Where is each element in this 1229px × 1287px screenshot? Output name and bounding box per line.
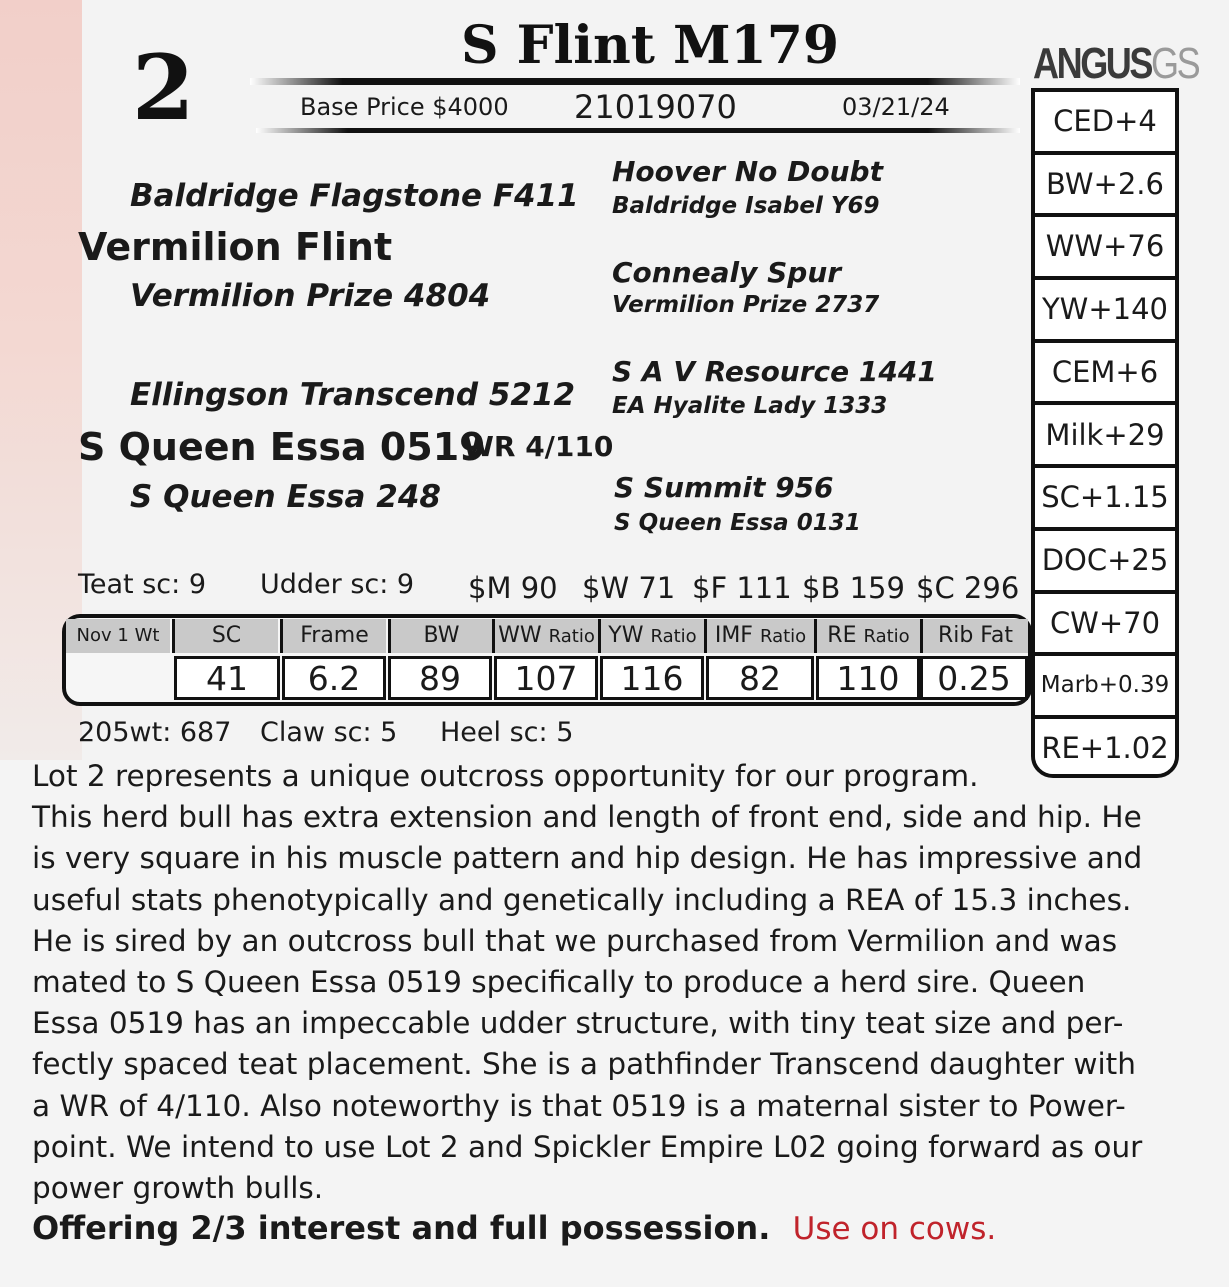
description-line: mated to S Queen Essa 0519 specifically to produce a herd sire. Queen xyxy=(32,965,1086,1000)
epd-doc: DOC+25 xyxy=(1035,531,1175,594)
description-line: is very square in his muscle pattern and hip design. He has impressive and xyxy=(32,841,1143,876)
measure-header-sc: SC xyxy=(172,619,278,653)
teat-score: Teat sc: 9 xyxy=(78,569,206,600)
base-price: Base Price $4000 xyxy=(300,93,509,121)
epd-cem: CEM+6 xyxy=(1035,343,1175,406)
pedigree-sire-dam: Vermilion Prize 4804 xyxy=(130,278,491,314)
epd-re: RE+1.02 xyxy=(1035,719,1175,778)
description-line: Lot 2 represents a unique outcross opportunity for our program. xyxy=(32,759,979,793)
measure-header-nov1wt: Nov 1 Wt xyxy=(66,619,170,653)
bull-name: S Flint M179 xyxy=(460,15,840,76)
udder-score: Udder sc: 9 xyxy=(260,569,415,600)
birth-date: 03/21/24 xyxy=(842,93,950,121)
pedigree-dam: S Queen Essa 0519 xyxy=(78,425,486,469)
pedigree-sire: Vermilion Flint xyxy=(78,225,393,269)
pedigree-sss: Hoover No Doubt xyxy=(612,155,883,188)
description-line: point. We intend to use Lot 2 and Spickler Empire L02 going forward as our xyxy=(32,1129,1143,1164)
index-m: $M 90 xyxy=(468,571,558,605)
epd-marb: Marb+0.39 xyxy=(1035,656,1175,719)
measure-header-imf-ratio: IMF Ratio xyxy=(704,619,814,653)
description-line: He is sired by an outcross bull that we purchased from Vermilion and was xyxy=(32,923,1118,958)
offer-line xyxy=(32,1209,996,1247)
epd-bw: BW+2.6 xyxy=(1035,155,1175,218)
index-b: $B 159 xyxy=(802,571,905,605)
lot-description xyxy=(32,756,1202,1209)
measure-value-imf-ratio: 82 xyxy=(706,656,814,700)
measure-value-sc: 41 xyxy=(174,656,280,700)
index-f: $F 111 xyxy=(692,571,792,605)
description-line: power growth bulls. xyxy=(32,1171,324,1206)
weight-205: 205wt: 687 xyxy=(78,717,232,748)
pedigree-dsd: EA Hyalite Lady 1333 xyxy=(612,393,888,419)
measure-header-frame: Frame xyxy=(280,619,386,653)
description-line: This herd bull has extra extension and length of front end, side and hip. He xyxy=(32,800,1142,835)
angus-gs-logo: ANGUSGS xyxy=(1033,39,1199,88)
epd-yw: YW+140 xyxy=(1035,280,1175,343)
measure-header-yw-ratio: YW Ratio xyxy=(598,619,704,653)
pedigree-dss: S A V Resource 1441 xyxy=(612,355,937,388)
measure-value-frame: 6.2 xyxy=(282,656,386,700)
pedigree-sdd: Vermilion Prize 2737 xyxy=(612,292,880,318)
heel-score: Heel sc: 5 xyxy=(440,717,574,748)
measure-value-bw: 89 xyxy=(388,656,492,700)
pedigree-ddd: S Queen Essa 0131 xyxy=(614,510,861,536)
description-line: Essa 0519 has an impeccable udder structure, with tiny teat size and per- xyxy=(32,1006,1124,1041)
measure-header-rib-fat: Rib Fat xyxy=(920,619,1028,653)
pedigree-sire-sire: Baldridge Flagstone F411 xyxy=(130,178,579,214)
measure-value-rib-fat: 0.25 xyxy=(920,656,1028,700)
description-line: useful stats phenotypically and genetically including a REA of 15.3 inches. xyxy=(32,882,1132,917)
measure-header-re-ratio: RE Ratio xyxy=(814,619,920,653)
header-rule-bottom xyxy=(256,128,1020,133)
lot-number: 2 xyxy=(132,35,195,141)
epd-column xyxy=(1031,88,1179,778)
claw-score: Claw sc: 5 xyxy=(260,717,398,748)
measure-value-re-ratio: 110 xyxy=(816,656,920,700)
registration-number: 21019070 xyxy=(574,88,737,126)
pedigree-dam-sire: Ellingson Transcend 5212 xyxy=(130,377,576,413)
measure-header-ww-ratio: WW Ratio xyxy=(492,619,598,653)
measure-value-ww-ratio: 107 xyxy=(494,656,598,700)
offer-text: Offering 2/3 interest and full possession. xyxy=(32,1209,771,1247)
pedigree-ssd: Baldridge Isabel Y69 xyxy=(612,193,880,219)
measure-header-bw: BW xyxy=(388,619,492,653)
header-rule-top xyxy=(250,78,1020,85)
measure-value-yw-ratio: 116 xyxy=(600,656,704,700)
pedigree-dam-dam: S Queen Essa 248 xyxy=(130,479,441,515)
dam-weaning-ratio: WR 4/110 xyxy=(463,430,614,463)
epd-ced: CED+4 xyxy=(1035,92,1175,155)
epd-ww: WW+76 xyxy=(1035,217,1175,280)
index-c: $C 296 xyxy=(916,571,1020,605)
use-note: Use on cows. xyxy=(792,1211,997,1247)
epd-sc: SC+1.15 xyxy=(1035,468,1175,531)
description-line: a WR of 4/110. Also noteworthy is that 0519 is a maternal sister to Power- xyxy=(32,1088,1126,1123)
pedigree-dds: S Summit 956 xyxy=(614,471,834,504)
description-line: fectly spaced teat placement. She is a pathfinder Transcend daughter with xyxy=(32,1047,1136,1082)
epd-milk: Milk+29 xyxy=(1035,406,1175,469)
pedigree-sds: Connealy Spur xyxy=(612,256,842,289)
index-w: $W 71 xyxy=(582,571,676,605)
epd-cw: CW+70 xyxy=(1035,594,1175,657)
